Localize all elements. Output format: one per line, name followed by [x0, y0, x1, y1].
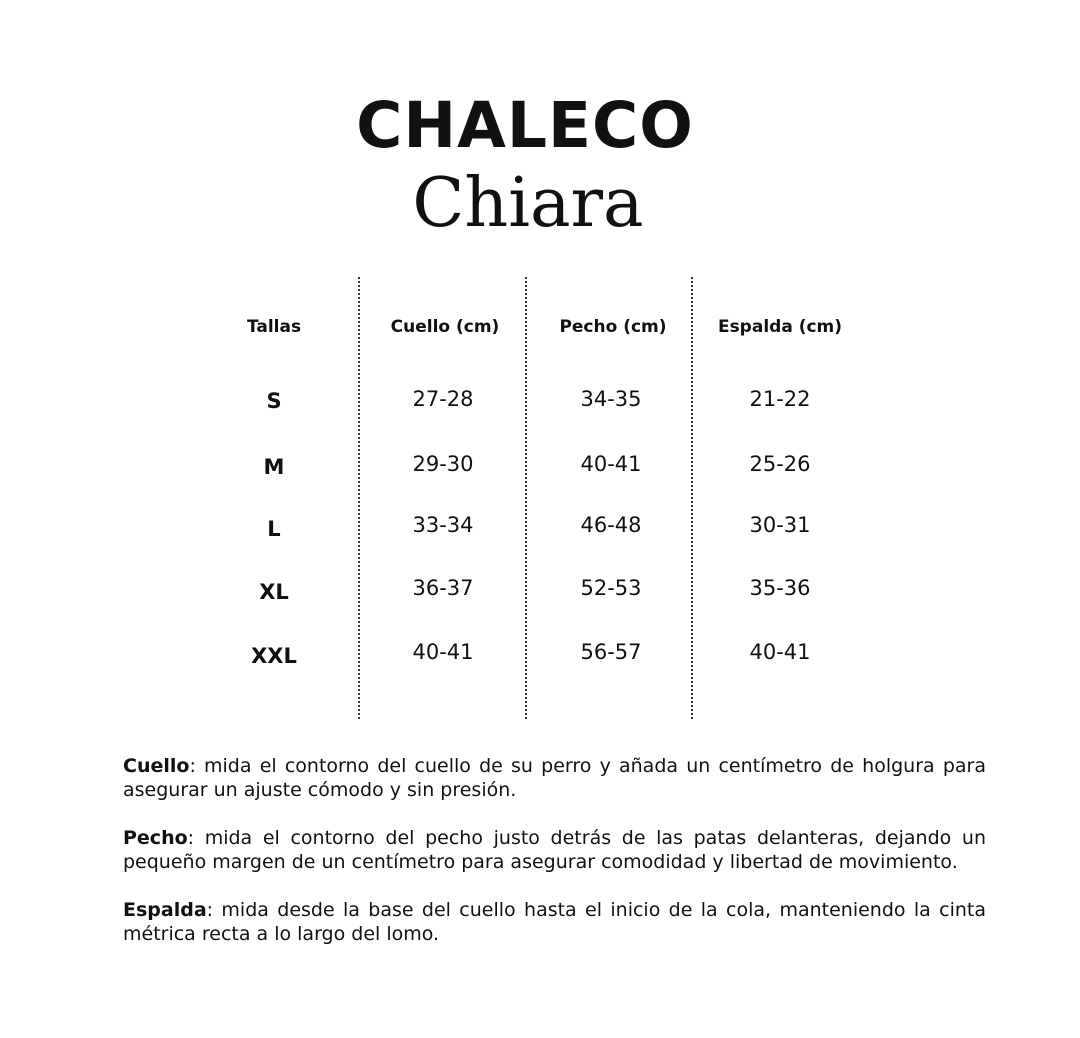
size-label: S	[266, 389, 282, 413]
chest-value: 34-35	[580, 387, 642, 411]
note-term: Espalda	[123, 899, 207, 921]
note-paragraph	[123, 898, 986, 946]
back-value: 21-22	[749, 387, 811, 411]
note-text: : mida el contorno del cuello de su perro y añada un centímetro de holgura para asegurar un ajuste cómodo y sin presión.	[123, 755, 986, 801]
column-header-pecho: Pecho (cm)	[559, 317, 667, 337]
back-value: 25-26	[749, 452, 811, 476]
back-value: 30-31	[749, 513, 811, 537]
chest-value: 56-57	[580, 640, 642, 664]
note-paragraph	[123, 826, 986, 874]
note-text: : mida desde la base del cuello hasta el inicio de la cola, manteniendo la cinta métrica recta a lo largo del lomo.	[123, 899, 986, 945]
note-term: Pecho	[123, 827, 188, 849]
chest-value: 46-48	[580, 513, 642, 537]
column-header-tallas: Tallas	[246, 317, 302, 337]
note-text: : mida el contorno del pecho justo detrás de las patas delanteras, dejando un pequeño margen de un centímetro para asegurar comodidad y libertad de movimiento.	[123, 827, 986, 873]
note-paragraph	[123, 754, 986, 802]
neck-value: 29-30	[412, 452, 474, 476]
size-label: XXL	[251, 644, 297, 668]
column-header-espalda: Espalda (cm)	[717, 317, 843, 337]
column-header-cuello: Cuello (cm)	[390, 317, 500, 337]
page-title: CHALECO	[356, 89, 694, 162]
measurement-notes	[123, 754, 986, 970]
note-term: Cuello	[123, 755, 190, 777]
page-subtitle: Chiara	[412, 164, 644, 243]
back-value: 40-41	[749, 640, 811, 664]
chest-value: 52-53	[580, 576, 642, 600]
neck-value: 33-34	[412, 513, 474, 537]
size-label: L	[267, 517, 281, 541]
neck-value: 27-28	[412, 387, 474, 411]
back-value: 35-36	[749, 576, 811, 600]
neck-value: 36-37	[412, 576, 474, 600]
size-label: M	[263, 455, 285, 479]
neck-value: 40-41	[412, 640, 474, 664]
size-label: XL	[259, 580, 289, 604]
chest-value: 40-41	[580, 452, 642, 476]
